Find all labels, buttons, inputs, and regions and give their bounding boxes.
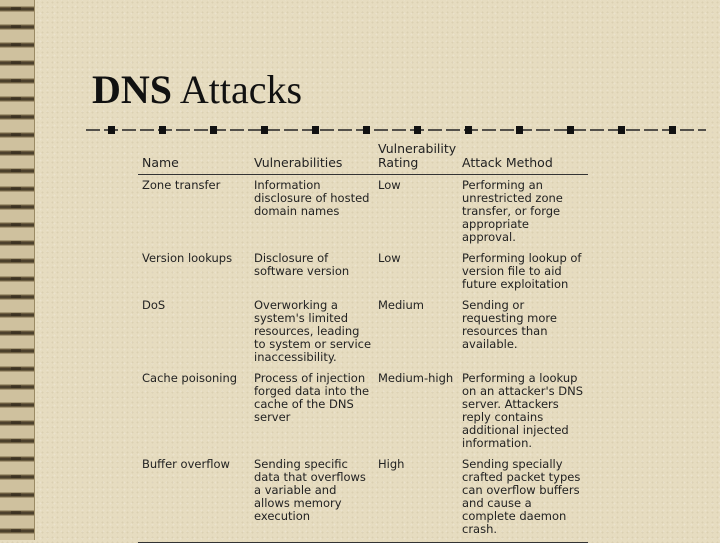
cell-rating: High xyxy=(374,454,458,543)
slide-title xyxy=(92,66,302,113)
cell-rating: Medium xyxy=(378,298,424,312)
header-vulnerabilities: Vulnerabilities xyxy=(250,142,374,175)
cell-name: Version lookups xyxy=(142,251,233,265)
divider-dot xyxy=(210,126,217,134)
cell-method: Sending specially crafted packet types can overflow buffers and cause a complete daemon crash. xyxy=(458,454,588,543)
divider-dot xyxy=(261,126,268,134)
cell-method: Performing an unrestricted zone transfer, or forge appropriate approval. xyxy=(462,178,563,244)
divider-dot xyxy=(618,126,625,134)
cell-rating: Low xyxy=(378,178,401,192)
divider-dot xyxy=(108,126,115,134)
divider-dot xyxy=(516,126,523,134)
divider-dot xyxy=(567,126,574,134)
cell-name: Buffer overflow xyxy=(138,454,250,543)
dns-attacks-table xyxy=(138,141,588,536)
notebook-binding xyxy=(0,0,35,540)
divider-dot xyxy=(669,126,676,134)
slide-title-bold: DNS xyxy=(92,67,173,112)
header-method: Attack Method xyxy=(458,142,588,175)
table-row xyxy=(138,454,588,543)
divider-dot xyxy=(363,126,370,134)
header-rating: Vulnerability Rating xyxy=(374,142,458,175)
table-row xyxy=(138,368,588,454)
title-divider xyxy=(86,124,706,136)
cell-rating: Medium-high xyxy=(378,371,454,385)
cell-method: Performing a lookup on an attacker's DNS server. Attackers reply contains additional injected information. xyxy=(462,371,584,450)
cell-vulnerabilities: Sending specific data that overflows a variable and allows memory execution xyxy=(250,454,374,543)
cell-name: DoS xyxy=(142,298,166,312)
table-row xyxy=(138,295,588,368)
cell-method: Performing lookup of version file to aid future exploitation xyxy=(462,251,582,291)
cell-vulnerabilities: Overworking a system's limited resources, leading to system or service inaccessibility. xyxy=(254,298,372,364)
divider-dot xyxy=(465,126,472,134)
cell-vulnerabilities: Process of injection forged data into the cache of the DNS server xyxy=(254,371,370,424)
slide-title-rest: Attacks xyxy=(172,67,303,112)
cell-name: Zone transfer xyxy=(142,178,221,192)
cell-vulnerabilities: Disclosure of software version xyxy=(254,251,350,278)
binding-rings xyxy=(11,0,21,540)
table-row xyxy=(138,248,588,295)
cell-rating: Low xyxy=(378,251,401,265)
divider-dot xyxy=(159,126,166,134)
cell-method: Sending or requesting more resources than available. xyxy=(462,298,557,351)
divider-dot xyxy=(414,126,421,134)
table-row xyxy=(138,175,588,249)
table-header-row xyxy=(138,142,588,175)
divider-dot xyxy=(312,126,319,134)
cell-name: Cache poisoning xyxy=(142,371,238,385)
cell-vulnerabilities: Information disclosure of hosted domain names xyxy=(254,178,370,218)
header-name: Name xyxy=(138,142,250,175)
